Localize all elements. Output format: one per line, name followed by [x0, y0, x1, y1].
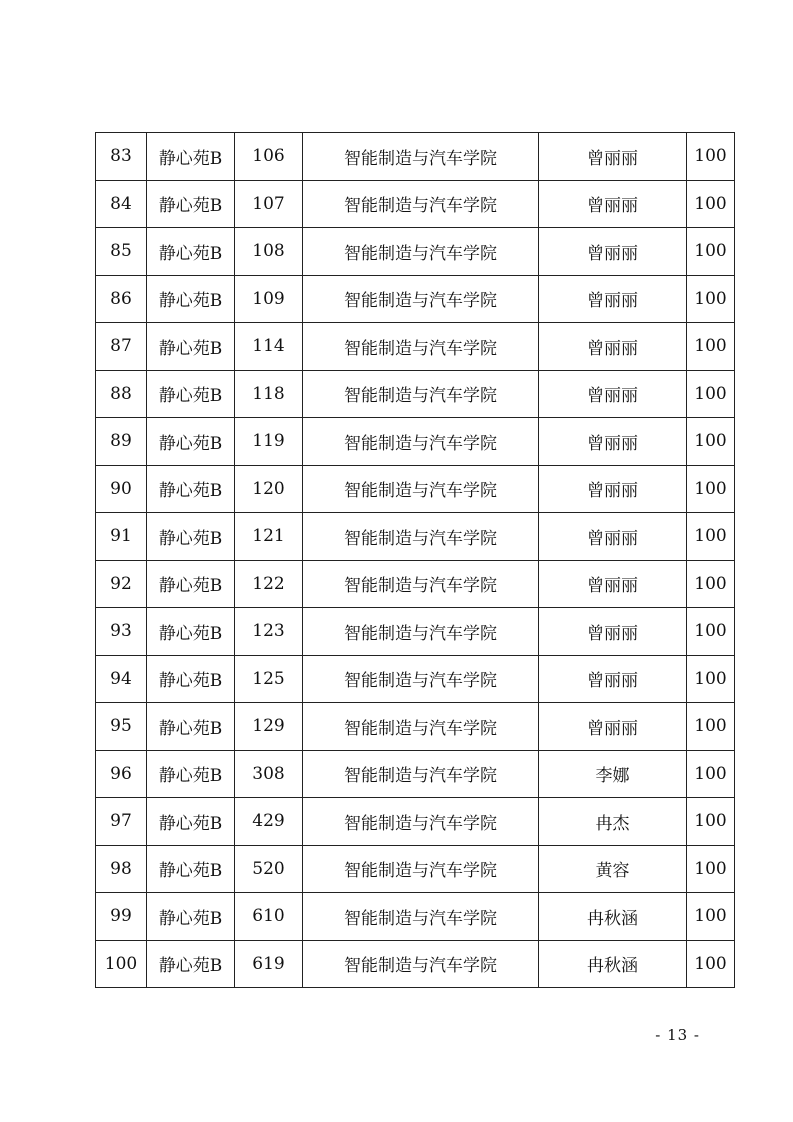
row-number-cell: 96	[96, 750, 147, 798]
row-number-cell: 94	[96, 655, 147, 703]
score-cell: 100	[687, 513, 735, 561]
row-number-cell: 93	[96, 608, 147, 656]
person-cell: 曾丽丽	[539, 370, 687, 418]
score-cell: 100	[687, 180, 735, 228]
room-cell: 106	[235, 133, 303, 181]
table-row	[96, 133, 735, 181]
table-row	[96, 750, 735, 798]
building-cell: 静心苑B	[147, 845, 235, 893]
room-cell: 308	[235, 750, 303, 798]
score-cell: 100	[687, 560, 735, 608]
college-cell: 智能制造与汽车学院	[303, 228, 539, 276]
college-cell: 智能制造与汽车学院	[303, 608, 539, 656]
building-cell: 静心苑B	[147, 798, 235, 846]
table-row	[96, 465, 735, 513]
building-cell: 静心苑B	[147, 180, 235, 228]
room-cell: 114	[235, 323, 303, 371]
room-cell: 109	[235, 275, 303, 323]
person-cell: 李娜	[539, 750, 687, 798]
person-cell: 曾丽丽	[539, 513, 687, 561]
table-row	[96, 418, 735, 466]
room-cell: 118	[235, 370, 303, 418]
college-cell: 智能制造与汽车学院	[303, 940, 539, 988]
score-cell: 100	[687, 655, 735, 703]
table-row	[96, 655, 735, 703]
table-row	[96, 228, 735, 276]
row-number-cell: 84	[96, 180, 147, 228]
person-cell: 冉秋涵	[539, 893, 687, 941]
room-cell: 121	[235, 513, 303, 561]
score-cell: 100	[687, 940, 735, 988]
row-number-cell: 97	[96, 798, 147, 846]
row-number-cell: 86	[96, 275, 147, 323]
college-cell: 智能制造与汽车学院	[303, 798, 539, 846]
row-number-cell: 99	[96, 893, 147, 941]
score-cell: 100	[687, 370, 735, 418]
building-cell: 静心苑B	[147, 560, 235, 608]
person-cell: 曾丽丽	[539, 655, 687, 703]
score-cell: 100	[687, 798, 735, 846]
score-cell: 100	[687, 465, 735, 513]
score-cell: 100	[687, 133, 735, 181]
building-cell: 静心苑B	[147, 750, 235, 798]
person-cell: 冉秋涵	[539, 940, 687, 988]
college-cell: 智能制造与汽车学院	[303, 655, 539, 703]
building-cell: 静心苑B	[147, 133, 235, 181]
table-row	[96, 370, 735, 418]
college-cell: 智能制造与汽车学院	[303, 133, 539, 181]
college-cell: 智能制造与汽车学院	[303, 275, 539, 323]
score-cell: 100	[687, 323, 735, 371]
table-row	[96, 893, 735, 941]
building-cell: 静心苑B	[147, 513, 235, 561]
building-cell: 静心苑B	[147, 608, 235, 656]
college-cell: 智能制造与汽车学院	[303, 750, 539, 798]
row-number-cell: 100	[96, 940, 147, 988]
room-cell: 619	[235, 940, 303, 988]
college-cell: 智能制造与汽车学院	[303, 845, 539, 893]
row-number-cell: 89	[96, 418, 147, 466]
score-cell: 100	[687, 228, 735, 276]
room-cell: 429	[235, 798, 303, 846]
college-cell: 智能制造与汽车学院	[303, 323, 539, 371]
score-cell: 100	[687, 703, 735, 751]
building-cell: 静心苑B	[147, 465, 235, 513]
person-cell: 黄容	[539, 845, 687, 893]
person-cell: 曾丽丽	[539, 323, 687, 371]
person-cell: 曾丽丽	[539, 180, 687, 228]
room-cell: 129	[235, 703, 303, 751]
table-row	[96, 275, 735, 323]
person-cell: 曾丽丽	[539, 703, 687, 751]
building-cell: 静心苑B	[147, 275, 235, 323]
building-cell: 静心苑B	[147, 940, 235, 988]
room-cell: 119	[235, 418, 303, 466]
table-row	[96, 798, 735, 846]
person-cell: 曾丽丽	[539, 418, 687, 466]
row-number-cell: 85	[96, 228, 147, 276]
row-number-cell: 90	[96, 465, 147, 513]
room-cell: 610	[235, 893, 303, 941]
score-cell: 100	[687, 893, 735, 941]
table-row	[96, 323, 735, 371]
row-number-cell: 87	[96, 323, 147, 371]
page-number: - 13 -	[655, 1026, 700, 1044]
college-cell: 智能制造与汽车学院	[303, 418, 539, 466]
table-body	[96, 133, 735, 988]
person-cell: 冉杰	[539, 798, 687, 846]
table-row	[96, 940, 735, 988]
room-cell: 520	[235, 845, 303, 893]
person-cell: 曾丽丽	[539, 275, 687, 323]
room-cell: 120	[235, 465, 303, 513]
row-number-cell: 95	[96, 703, 147, 751]
building-cell: 静心苑B	[147, 703, 235, 751]
college-cell: 智能制造与汽车学院	[303, 513, 539, 561]
person-cell: 曾丽丽	[539, 608, 687, 656]
room-cell: 123	[235, 608, 303, 656]
person-cell: 曾丽丽	[539, 228, 687, 276]
college-cell: 智能制造与汽车学院	[303, 370, 539, 418]
room-cell: 108	[235, 228, 303, 276]
person-cell: 曾丽丽	[539, 560, 687, 608]
person-cell: 曾丽丽	[539, 465, 687, 513]
row-number-cell: 88	[96, 370, 147, 418]
table-row	[96, 845, 735, 893]
room-cell: 125	[235, 655, 303, 703]
building-cell: 静心苑B	[147, 323, 235, 371]
building-cell: 静心苑B	[147, 893, 235, 941]
person-cell: 曾丽丽	[539, 133, 687, 181]
building-cell: 静心苑B	[147, 370, 235, 418]
room-cell: 122	[235, 560, 303, 608]
score-cell: 100	[687, 608, 735, 656]
dormitory-score-table-container	[95, 132, 734, 988]
score-cell: 100	[687, 750, 735, 798]
score-cell: 100	[687, 418, 735, 466]
table-row	[96, 560, 735, 608]
table-row	[96, 180, 735, 228]
college-cell: 智能制造与汽车学院	[303, 180, 539, 228]
building-cell: 静心苑B	[147, 228, 235, 276]
college-cell: 智能制造与汽车学院	[303, 893, 539, 941]
score-cell: 100	[687, 275, 735, 323]
table-row	[96, 608, 735, 656]
building-cell: 静心苑B	[147, 655, 235, 703]
table-row	[96, 703, 735, 751]
building-cell: 静心苑B	[147, 418, 235, 466]
table-row	[96, 513, 735, 561]
room-cell: 107	[235, 180, 303, 228]
college-cell: 智能制造与汽车学院	[303, 465, 539, 513]
row-number-cell: 83	[96, 133, 147, 181]
row-number-cell: 98	[96, 845, 147, 893]
college-cell: 智能制造与汽车学院	[303, 560, 539, 608]
dormitory-score-table	[95, 132, 735, 988]
college-cell: 智能制造与汽车学院	[303, 703, 539, 751]
row-number-cell: 92	[96, 560, 147, 608]
score-cell: 100	[687, 845, 735, 893]
row-number-cell: 91	[96, 513, 147, 561]
